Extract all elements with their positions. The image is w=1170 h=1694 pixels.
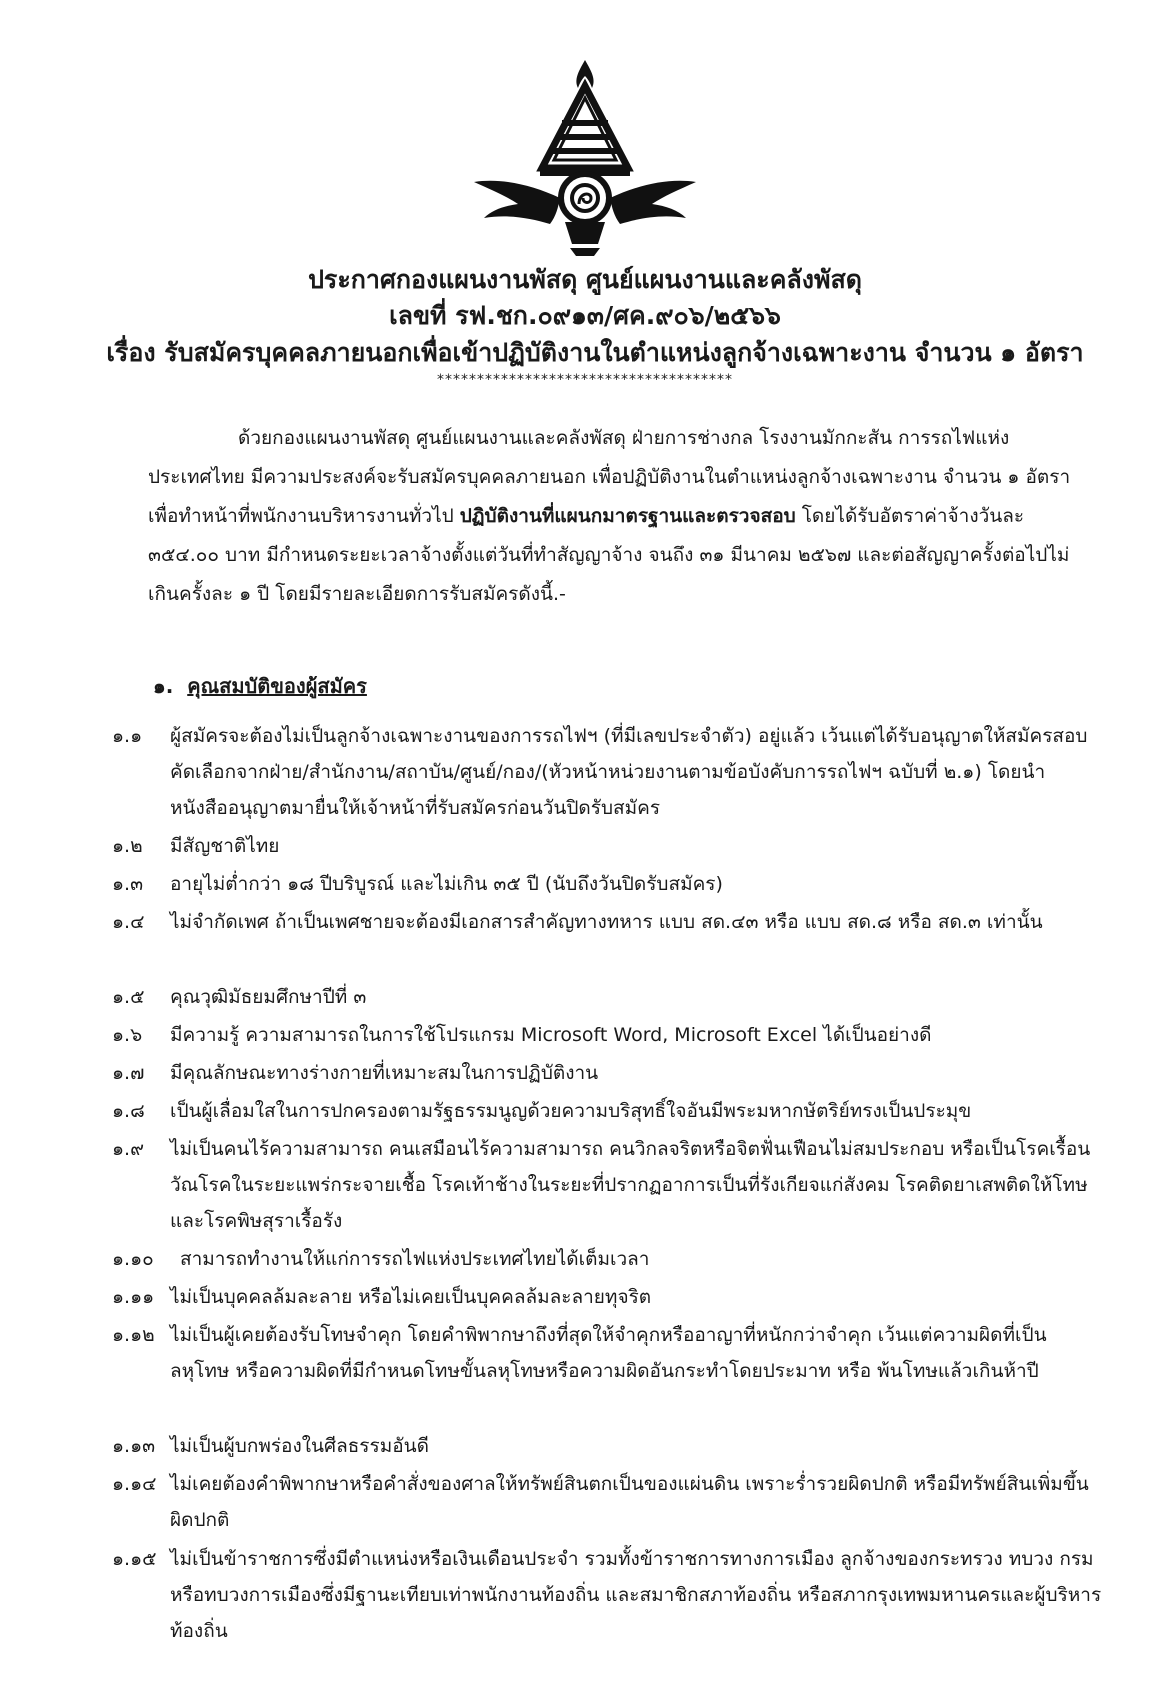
list-item (112, 1317, 1102, 1389)
list-item (112, 1541, 1102, 1649)
list-item (112, 1279, 1102, 1315)
list-item (112, 904, 1102, 940)
announcement-number: เลขที่ รฟ.ชก.๐๙๑๓/ศค.๙๐๖/๒๕๖๖ (389, 301, 781, 330)
item-text: มีความรู้ ความสามารถในการใช้โปรแกรม Microsoft Word, Microsoft Excel ได้เป็นอย่างดี (170, 1024, 932, 1046)
item-number: ๑.๘ (112, 1100, 145, 1122)
list-item (112, 1131, 1102, 1239)
section-heading (153, 670, 367, 702)
announcement-subject: เรื่อง รับสมัครบุคคลภายนอกเพื่อเข้าปฏิบัติงานในตำแหน่งลูกจ้างเฉพาะงาน จำนวน ๑ อัตรา (106, 338, 1084, 367)
list-item (112, 1093, 1102, 1129)
item-number: ๑.๕ (112, 986, 145, 1008)
item-number: ๑.๑๓ (112, 1435, 156, 1457)
item-text: มีคุณลักษณะทางร่างกายที่เหมาะสมในการปฏิบัติงาน (170, 1062, 599, 1084)
section-title: คุณสมบัติของผู้สมัคร (187, 674, 367, 698)
item-text: อายุไม่ต่ำกว่า ๑๘ ปีบริบูรณ์ และไม่เกิน ๓๕ ปี (นับถึงวันปิดรับสมัคร) (170, 873, 723, 895)
list-item (112, 1241, 1102, 1277)
item-text: ไม่เป็นข้าราชการซึ่งมีตำแหน่งหรือเงินเดือนประจำ รวมทั้งข้าราชการทางการเมือง ลูกจ้างของกระทรวง ทบวง กรม หรือทบวงการเมืองซึ่งมีฐานะเทียบเท่าพนักงานท้องถิ่น และสมาชิกสภาท้องถิ่น หรือสภากรุงเทพมหานครและผู้บริหารท้องถิ่น (170, 1548, 1102, 1642)
list-item (112, 979, 1102, 1015)
item-text: ไม่เป็นผู้บกพร่องในศีลธรรมอันดี (170, 1435, 429, 1457)
item-text: ไม่เป็นบุคคลล้มละลาย หรือไม่เคยเป็นบุคคลล้มละลายทุจริต (170, 1286, 652, 1308)
item-number: ๑.๔ (112, 911, 145, 933)
list-item (112, 1017, 1102, 1053)
item-text: ไม่จำกัดเพศ ถ้าเป็นเพศชายจะต้องมีเอกสารสำคัญทางทหาร แบบ สด.๔๓ หรือ แบบ สด.๘ หรือ สด.๓ เท่านั้น (170, 911, 1043, 933)
separator-stars: ************************************* (437, 372, 733, 388)
announcement-title: ประกาศกองแผนงานพัสดุ ศูนย์แผนงานและคลังพัสดุ (308, 265, 862, 294)
list-item (112, 1428, 1102, 1464)
list-item (112, 718, 1102, 826)
intro-text-2: โดยได้รับอัตราค่าจ้างวันละ ๓๕๔.๐๐ บาท มีกำหนดระยะเวลาจ้างตั้งแต่วันที่ทำสัญญาจ้าง จนถึง ๓๑ มีนาคม ๒๕๖๗ และต่อสัญญาครั้งต่อไปไม่เกินครั้งละ ๑ ปี โดยมีรายละเอียดการรับสมัครดังนี้.- (148, 505, 1070, 605)
item-number: ๑.๑๕ (112, 1548, 157, 1570)
item-text: ไม่เป็นคนไร้ความสามารถ คนเสมือนไร้ความสามารถ คนวิกลจริตหรือจิตฟั่นเฟือนไม่สมประกอบ หรือเป็นโรคเรื้อน วัณโรคในระยะแพร่กระจายเชื้อ โรคเท้าช้างในระยะที่ปรากฏอาการเป็นที่รังเกียจแก่สังคม โรคติดยาเสพติดให้โทษ และโรคพิษสุราเรื้อรัง (170, 1138, 1091, 1232)
item-number: ๑.๙ (112, 1138, 145, 1160)
item-number: ๑.๖ (112, 1024, 143, 1046)
item-text: ผู้สมัครจะต้องไม่เป็นลูกจ้างเฉพาะงานของการรถไฟฯ (ที่มีเลขประจำตัว) อยู่แล้ว เว้นแต่ได้รับอนุญาตให้สมัครสอบคัดเลือกจากฝ่าย/สำนักงาน/สถาบัน/ศูนย์/กอง/(หัวหน้าหน่วยงานตามข้อบังคับการรถไฟฯ ฉบับที่ ๒.๑) โดยนำหนังสืออนุญาตมายื่นให้เจ้าหน้าที่รับสมัครก่อนวันปิดรับสมัคร (170, 725, 1088, 819)
intro-text-bold: ปฏิบัติงานที่แผนกมาตรฐานและตรวจสอบ (459, 505, 796, 527)
item-number: ๑.๑๒ (112, 1324, 155, 1346)
list-item (112, 828, 1102, 864)
item-number: ๑.๑๑ (112, 1286, 155, 1308)
list-item (112, 866, 1102, 902)
item-number: ๑.๓ (112, 873, 144, 895)
intro-paragraph (148, 419, 1088, 614)
item-text: สามารถทำงานให้แก่การรถไฟแห่งประเทศไทยได้เต็มเวลา (180, 1248, 650, 1270)
section-number: ๑. (153, 674, 174, 698)
item-number: ๑.๗ (112, 1062, 145, 1084)
item-text: ไม่เคยต้องคำพิพากษาหรือคำสั่งของศาลให้ทรัพย์สินตกเป็นของแผ่นดิน เพราะร่ำรวยผิดปกติ หรือมีทรัพย์สินเพิ่มขึ้นผิดปกติ (170, 1473, 1089, 1531)
item-number: ๑.๑๐ (112, 1248, 154, 1270)
item-number: ๑.๑๔ (112, 1473, 157, 1495)
item-number: ๑.๑ (112, 725, 143, 747)
item-text: เป็นผู้เลื่อมใสในการปกครองตามรัฐธรรมนูญด้วยความบริสุทธิ์ใจอันมีพระมหากษัตริย์ทรงเป็นประมุข (170, 1100, 972, 1122)
list-item (112, 1055, 1102, 1091)
item-text: ไม่เป็นผู้เคยต้องรับโทษจำคุก โดยคำพิพากษาถึงที่สุดให้จำคุกหรืออาญาที่หนักกว่าจำคุก เว้นแต่ความผิดที่เป็นลหุโทษ หรือความผิดที่มีกำหนดโทษขั้นลหุโทษหรือความผิดอันกระทำโดยประมาท หรือ พ้นโทษแล้วเกินห้าปี (170, 1324, 1047, 1382)
railway-emblem-logo (470, 58, 700, 258)
intro-text-1: ด้วยกองแผนงานพัสดุ ศูนย์แผนงานและคลังพัสดุ ฝ่ายการช่างกล โรงงานมักกะสัน การรถไฟแห่งประเทศไทย มีความประสงค์จะรับสมัครบุคคลภายนอก เพื่อปฏิบัติงานในตำแหน่งลูกจ้างเฉพาะงาน จำนวน ๑ อัตรา เพื่อทำหน้าที่พนักงานบริหารงานทั่วไป (148, 427, 1071, 527)
item-number: ๑.๒ (112, 835, 143, 857)
item-text: มีสัญชาติไทย (170, 835, 280, 857)
list-item (112, 1466, 1102, 1538)
item-text: คุณวุฒิมัธยมศึกษาปีที่ ๓ (170, 986, 367, 1008)
